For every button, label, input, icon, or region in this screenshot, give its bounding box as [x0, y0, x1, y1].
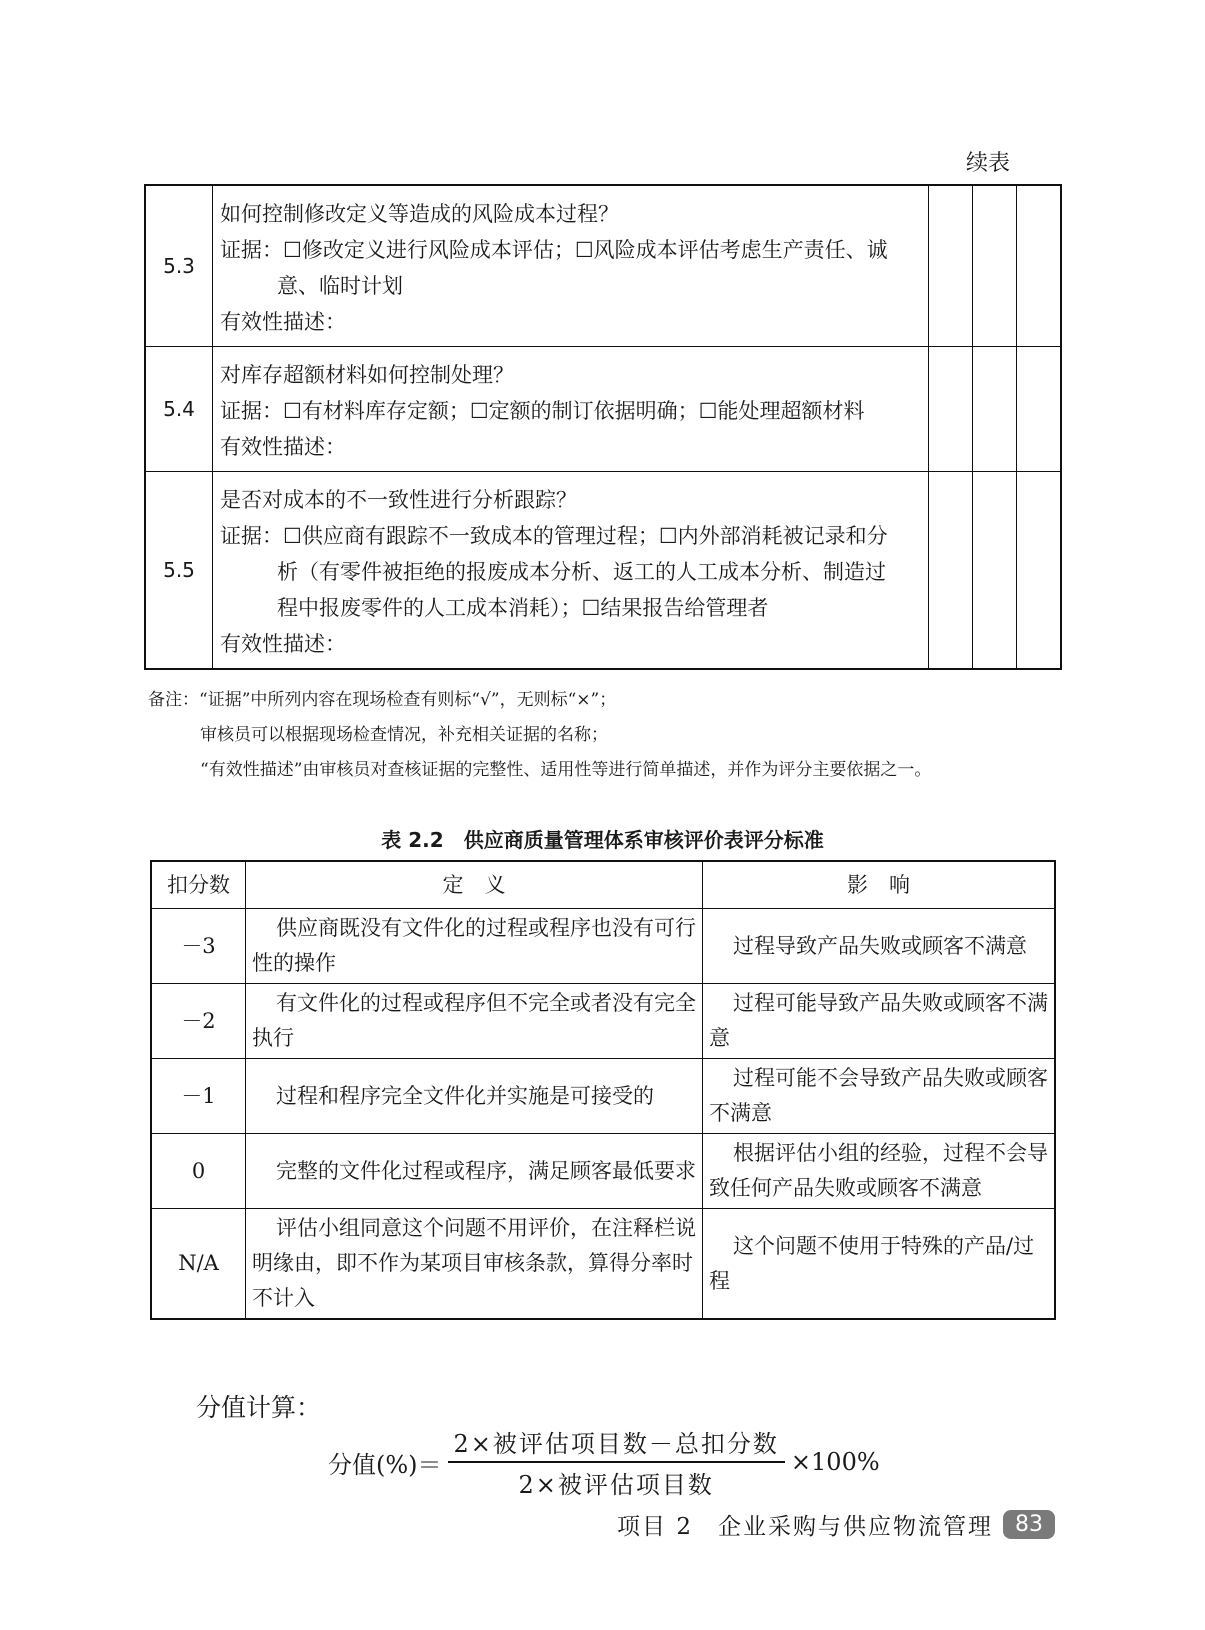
note-line: “有效性描述”由审核员对查核证据的完整性、适用性等进行简单描述，并作为评分主要依据之一。: [200, 760, 932, 780]
table-2-2-title: 表 2.2 供应商质量管理体系审核评价表评分标准: [381, 828, 824, 852]
formula-fraction: [448, 1424, 785, 1500]
criteria-definition: 过程和程序完全文件化并实施是可接受的: [246, 1059, 703, 1134]
criteria-impact: 这个问题不使用于特殊的产品/过程: [703, 1209, 1056, 1320]
item-number: 5.5: [145, 472, 213, 670]
score-cell: [929, 185, 973, 347]
audit-row: [145, 347, 1061, 472]
criteria-definition: 供应商既没有文件化的过程或程序也没有可行性的操作: [246, 909, 703, 984]
audit-row: [145, 185, 1061, 347]
score-cell: [1017, 185, 1062, 347]
score-formula: [328, 1424, 880, 1500]
item-effectiveness: 有效性描述：: [220, 435, 346, 459]
item-evidence: 证据：☐修改定义进行风险成本评估；☐风险成本评估考虑生产责任、诚: [220, 238, 888, 262]
table-notes: [148, 683, 931, 788]
criteria-row: [151, 909, 1055, 984]
criteria-definition: 有文件化的过程或程序但不完全或者没有完全执行: [246, 984, 703, 1059]
header-definition: 定 义: [246, 861, 703, 909]
deduction-score: N/A: [151, 1209, 246, 1320]
item-body: [213, 347, 929, 472]
formula-numerator: 2×被评估项目数－总扣分数: [448, 1424, 785, 1463]
score-cell: [929, 347, 973, 472]
item-evidence: 证据：☐供应商有跟踪不一致成本的管理过程；☐内外部消耗被记录和分: [220, 524, 888, 548]
criteria-row: [151, 1209, 1055, 1320]
score-cell: [973, 185, 1017, 347]
criteria-row: [151, 1059, 1055, 1134]
score-calculation-label: 分值计算：: [196, 1393, 322, 1422]
item-number: 5.3: [145, 185, 213, 347]
scoring-criteria-table: [150, 860, 1056, 1320]
criteria-impact: 根据评估小组的经验，过程不会导致任何产品失败或顾客不满意: [703, 1134, 1056, 1209]
item-number: 5.4: [145, 347, 213, 472]
formula-lhs: 分值(%)＝: [328, 1450, 442, 1479]
criteria-impact: 过程可能不会导致产品失败或顾客不满意: [703, 1059, 1056, 1134]
item-body: [213, 185, 929, 347]
score-cell: [973, 347, 1017, 472]
deduction-score: 0: [151, 1134, 246, 1209]
criteria-impact: 过程导致产品失败或顾客不满意: [703, 909, 1056, 984]
header-score: 扣分数: [151, 861, 246, 909]
deduction-score: －1: [151, 1059, 246, 1134]
deduction-score: －2: [151, 984, 246, 1059]
audit-row: [145, 472, 1061, 670]
criteria-row: [151, 984, 1055, 1059]
deduction-score: －3: [151, 909, 246, 984]
header-impact: 影 响: [703, 861, 1056, 909]
item-effectiveness: 有效性描述：: [220, 632, 346, 656]
formula-suffix: ×100%: [790, 1448, 880, 1476]
audit-items-table: [144, 184, 1062, 670]
continued-table-label: 续表: [965, 151, 1010, 176]
note-line: 审核员可以根据现场检查情况，补充相关证据的名称；: [200, 725, 608, 745]
item-question: 如何控制修改定义等造成的风险成本过程？: [220, 202, 619, 226]
table-header-row: [151, 861, 1055, 909]
score-cell: [1017, 347, 1062, 472]
score-cell: [1017, 472, 1062, 670]
item-body: [213, 472, 929, 670]
item-evidence-continued: 析（有零件被拒绝的报废成本分析、返工的人工成本分析、制造过: [277, 560, 886, 584]
item-question: 是否对成本的不一致性进行分析跟踪？: [220, 488, 577, 512]
item-evidence: 证据：☐有材料库存定额；☐定额的制订依据明确；☐能处理超额材料: [220, 399, 865, 423]
criteria-definition: 评估小组同意这个问题不用评价，在注释栏说明缘由，即不作为某项目审核条款，算得分率时不计入: [246, 1209, 703, 1320]
criteria-impact: 过程可能导致产品失败或顾客不满意: [703, 984, 1056, 1059]
item-effectiveness: 有效性描述：: [220, 310, 346, 334]
item-evidence-continued: 程中报废零件的人工成本消耗）；☐结果报告给管理者: [277, 596, 769, 620]
criteria-row: [151, 1134, 1055, 1209]
formula-denominator: 2×被评估项目数: [518, 1471, 714, 1499]
criteria-definition: 完整的文件化过程或程序，满足顾客最低要求: [246, 1134, 703, 1209]
item-question: 对库存超额材料如何控制处理？: [220, 363, 514, 387]
footer-project-title: 项目 2 企业采购与供应物流管理: [617, 1514, 993, 1540]
page-number: 83: [1003, 1510, 1055, 1539]
page-footer: [617, 1508, 1055, 1541]
note-line: 备注：“证据”中所列内容在现场检查有则标“√”，无则标“×”；: [148, 690, 617, 710]
score-cell: [973, 472, 1017, 670]
item-evidence-continued: 意、临时计划: [277, 274, 403, 298]
score-cell: [929, 472, 973, 670]
